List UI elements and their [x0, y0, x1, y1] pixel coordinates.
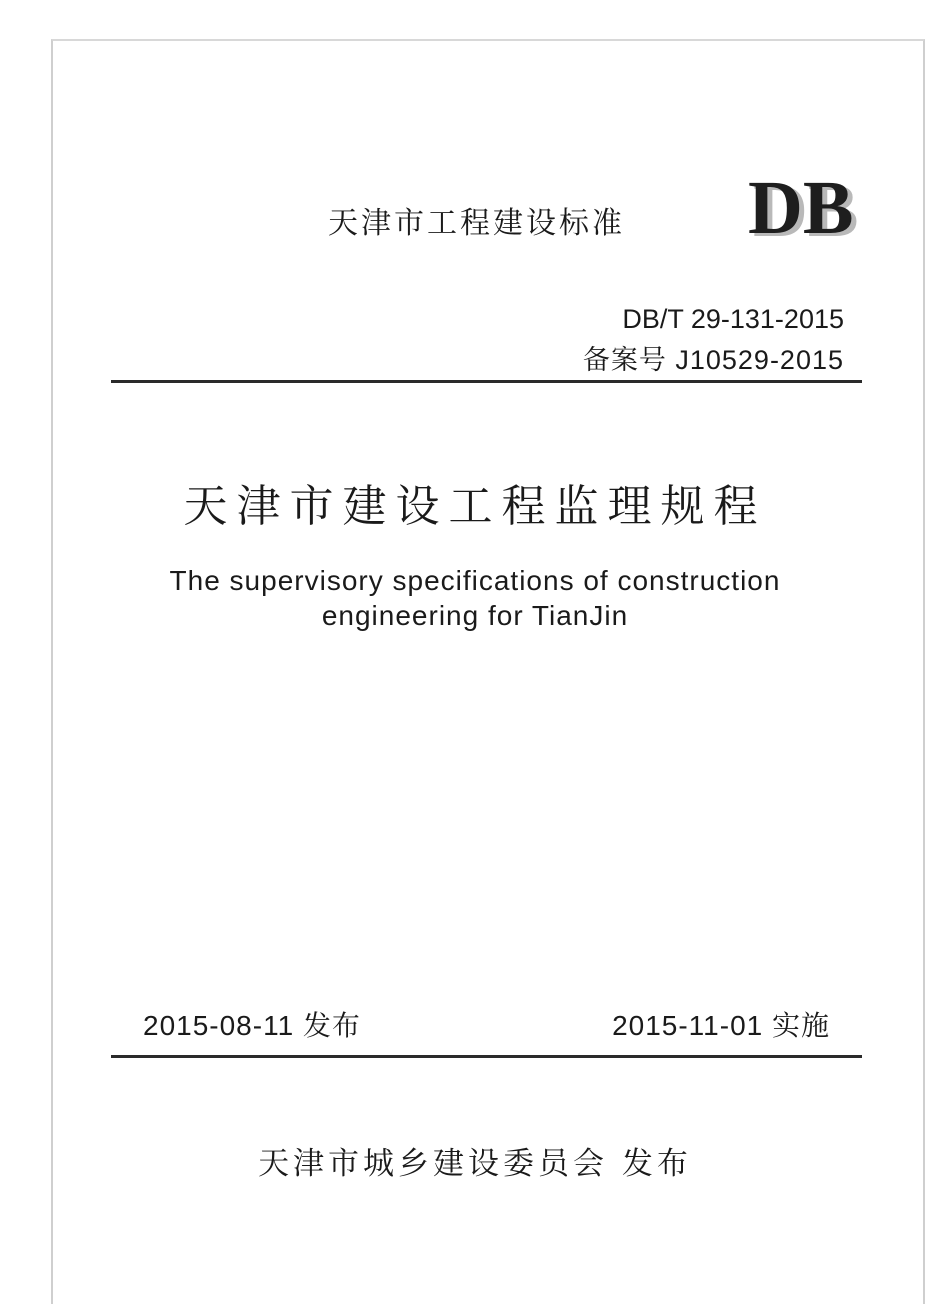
series-title: 天津市工程建设标准: [328, 206, 625, 241]
standard-number: DB/T 29-131-2015: [622, 304, 844, 334]
effective-date: 2015-11-01 实施: [612, 1010, 830, 1041]
document-title-cn: 天津市建设工程监理规程: [183, 481, 767, 532]
record-number: 备案号 J10529-2015: [582, 345, 844, 375]
document-title-en-line-2: engineering for TianJin: [321, 600, 629, 631]
publisher: 天津市城乡建设委员会 发布: [258, 1146, 692, 1182]
issue-date: 2015-08-11 发布: [143, 1010, 361, 1041]
db-logo-mark: DB: [748, 166, 854, 250]
bottom-divider: [111, 1055, 862, 1058]
document-title-en-line-1: The supervisory specifications of construction: [169, 565, 781, 596]
top-divider: [111, 380, 862, 383]
